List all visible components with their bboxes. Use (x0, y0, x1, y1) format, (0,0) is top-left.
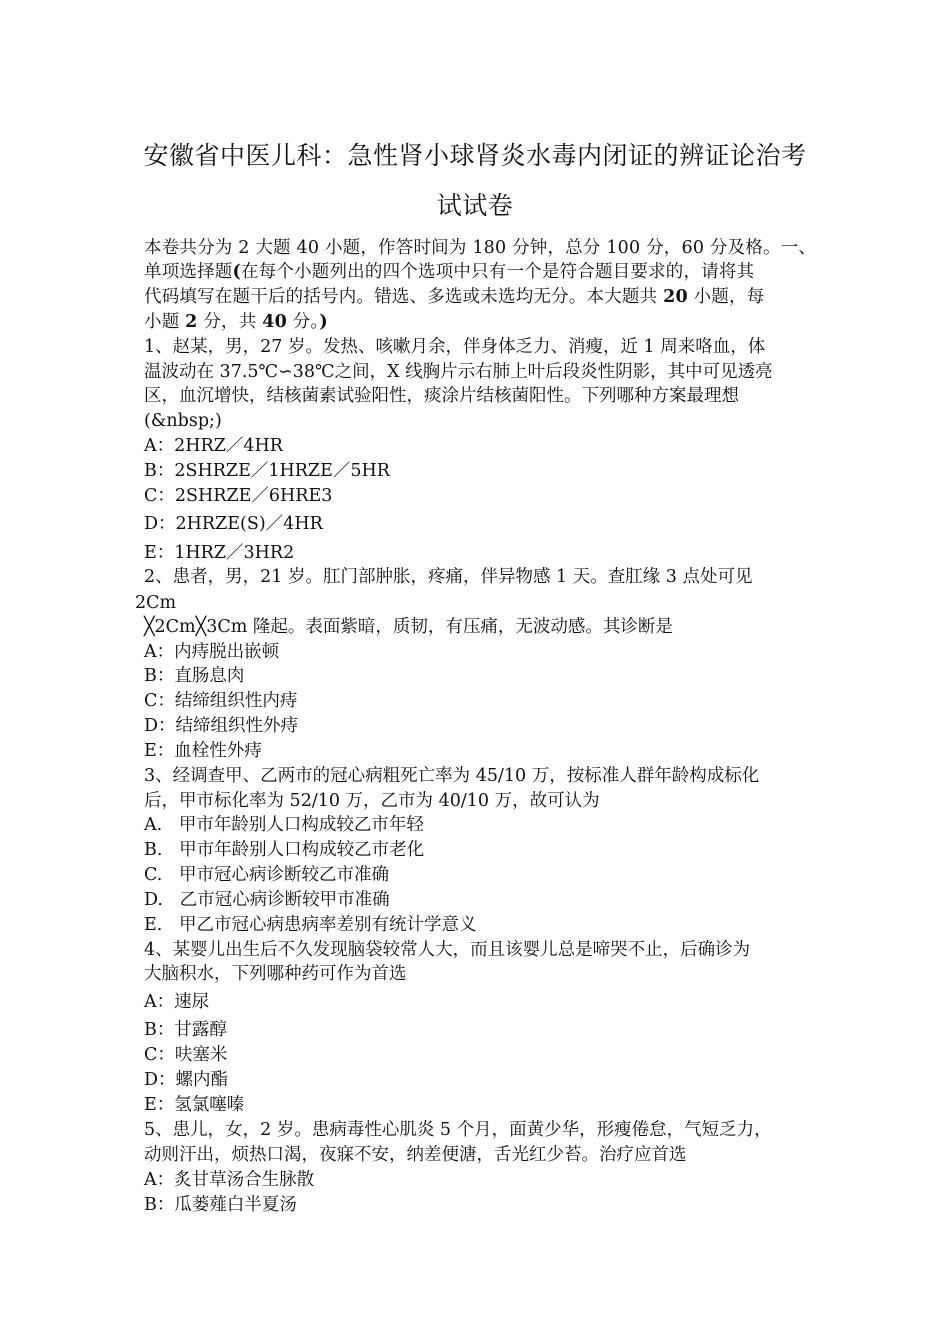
question-4-option-c: C：呋塞米 (144, 1045, 228, 1065)
question-1-stem-line-1: 1、赵某，男，27 岁。发热、咳嗽月余，伴身体乏力、消瘦，近 1 周来咯血，体 (144, 337, 766, 357)
document-title-line-2: 试试卷 (436, 191, 514, 220)
question-1-option-d: D：2HRZE(S)／4HR (144, 514, 323, 534)
question-3-option-c: C. 甲市冠心病诊断较乙市准确 (144, 865, 390, 885)
question-1-stem-line-2: 温波动在 37.5℃∽38℃之间，X 线胸片示右肺上叶后段炎性阴影，其中可见透亮 (144, 362, 773, 382)
question-5-option-b: B：瓜蒌薤白半夏汤 (144, 1195, 297, 1215)
question-2-option-a: A：内痔脱出嵌顿 (144, 642, 280, 662)
question-5-stem-line-2: 动则汗出，烦热口渴，夜寐不安，纳差便溏，舌光红少苔。治疗应首选 (144, 1145, 687, 1165)
question-1-option-c: C：2SHRZE／6HRE3 (144, 486, 333, 506)
question-1-option-a: A：2HRZ／4HR (144, 436, 283, 456)
intro-line-3: 代码填写在题干后的括号内。错选、多选或未选均无分。本大题共 20 小题，每 (144, 287, 765, 307)
question-2-option-e: E：血栓性外痔 (144, 741, 262, 761)
question-2-option-b: B：直肠息肉 (144, 666, 245, 686)
intro-line-1: 本卷共分为 2 大题 40 小题，作答时间为 180 分钟，总分 100 分，60 分及格。一、 (144, 238, 817, 258)
question-3-stem-line-2: 后，甲市标化率为 52/10 万，乙市为 40/10 万，故可认为 (144, 791, 600, 811)
question-2-stem-line-1: 2、患者，男，21 岁。肛门部肿胀，疼痛，伴异物感 1 天。查肛缘 3 点处可见 (144, 567, 753, 587)
question-1-option-b: B：2SHRZE／1HRZE／5HR (144, 461, 390, 481)
intro-line-4: 小题 2 分，共 40 分。) (144, 312, 328, 332)
question-4-option-b: B：甘露醇 (144, 1020, 227, 1040)
question-5-option-a: A：炙甘草汤合生脉散 (144, 1170, 315, 1190)
question-3-option-e: E. 甲乙市冠心病患病率差别有统计学意义 (144, 915, 477, 935)
question-4-option-d: D：螺内酯 (144, 1070, 229, 1090)
question-5-stem-line-1: 5、患儿，女，2 岁。患病毒性心肌炎 5 个月，面黄少华，形瘦倦怠，气短乏力， (144, 1120, 772, 1140)
question-4-stem-line-2: 大脑积水，下列哪种药可作为首选 (144, 964, 407, 984)
question-3-option-a: A. 甲市年龄别人口构成较乙市年轻 (144, 815, 424, 835)
question-2-stem-line-2: 2Cm (135, 593, 177, 613)
question-2-option-d: D：结缔组织性外痔 (144, 716, 299, 736)
question-3-option-b: B. 甲市年龄别人口构成较乙市老化 (144, 840, 425, 860)
document-title-line-1: 安徽省中医儿科：急性肾小球肾炎水毒内闭证的辨证论治考 (143, 141, 807, 170)
question-3-option-d: D. 乙市冠心病诊断较甲市准确 (144, 890, 390, 910)
question-4-option-a: A：速尿 (144, 992, 210, 1012)
question-1-stem-line-4: (&nbsp;) (144, 411, 222, 431)
question-2-option-c: C：结缔组织性内痔 (144, 691, 298, 711)
question-1-option-e: E：1HRZ／3HR2 (144, 543, 295, 563)
question-4-stem-line-1: 4、某婴儿出生后不久发现脑袋较常人大，而且该婴儿总是啼哭不止，后确诊为 (144, 940, 751, 960)
question-2-stem-line-3: ╳2Cm╳3Cm 隆起。表面紫暗，质韧，有压痛，无波动感。其诊断是 (144, 617, 673, 637)
question-4-option-e: E：氢氯噻嗪 (144, 1095, 245, 1115)
intro-line-2: 单项选择题(在每个小题列出的四个选项中只有一个是符合题目要求的，请将其 (144, 262, 755, 282)
question-1-stem-line-3: 区，血沉增快，结核菌素试验阳性，痰涂片结核菌阳性。下列哪种方案最理想 (144, 386, 739, 406)
question-3-stem-line-1: 3、经调查甲、乙两市的冠心病粗死亡率为 45/10 万，按标准人群年龄构成标化 (144, 766, 760, 786)
